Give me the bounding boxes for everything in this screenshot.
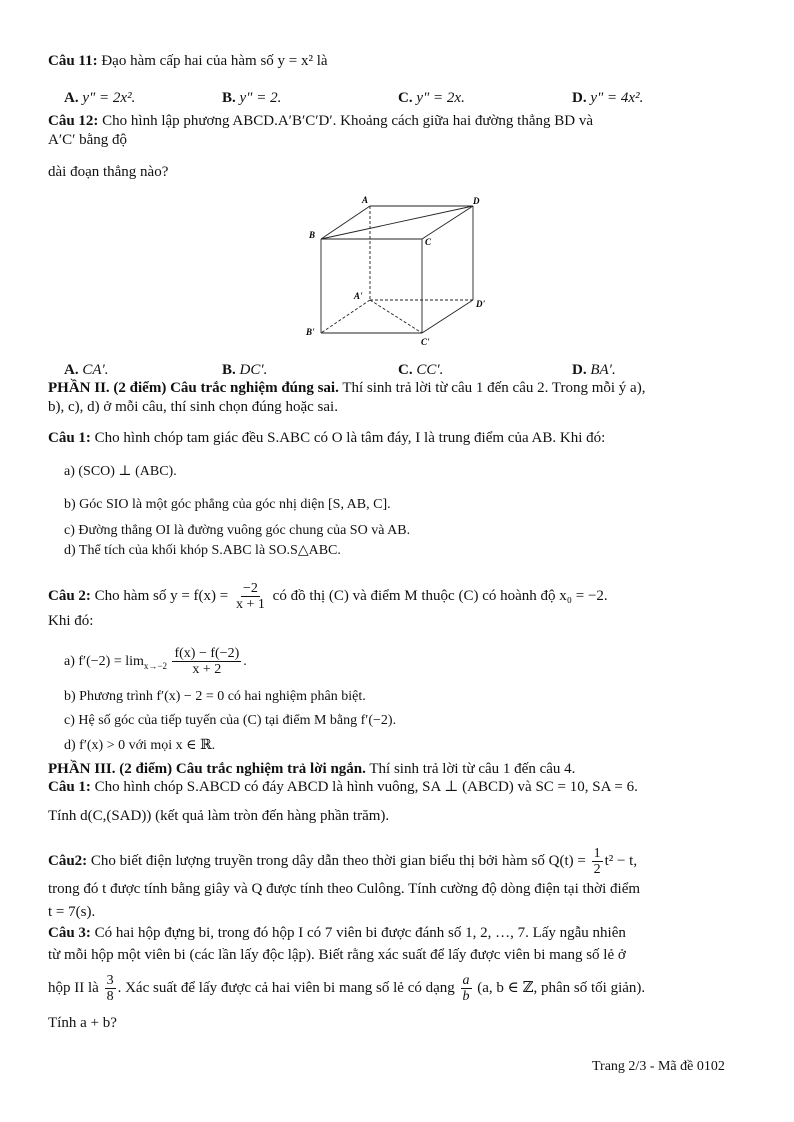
option-letter: B. — [222, 90, 236, 106]
fraction-denominator: b — [462, 989, 470, 1005]
p2-q2-label: Câu 2: — [48, 588, 91, 604]
p2-q2-stem — [48, 579, 608, 613]
p3-q2-line3: t = 7(s). — [48, 904, 96, 920]
part3-title: PHẦN III. (2 điểm) Câu trắc nghiệm trả lời ngắn. — [48, 761, 366, 777]
part2-title: PHẦN II. (2 điểm) Câu trắc nghiệm đúng sai. — [48, 380, 339, 396]
q11-option-a — [64, 89, 135, 107]
p3-q3-text-pre: hộp II là — [48, 980, 99, 996]
p2-q2-fraction — [234, 581, 267, 612]
vertex-label-d1: D' — [476, 299, 485, 309]
page-footer: Trang 2/3 - Mã đề 0102 — [592, 1059, 725, 1074]
q12-option-d — [572, 361, 616, 379]
fraction-denominator: x + 2 — [192, 662, 222, 678]
p3-q2-line1 — [48, 845, 637, 877]
p3-q2-text-pre: Cho biết điện lượng truyền trong dây dẫn theo thời gian biểu thị bởi hàm số Q(t) = — [90, 853, 586, 869]
p3-q1-line1 — [48, 778, 638, 796]
fraction-numerator: a — [462, 973, 470, 989]
p2-q1-d: d) Thể tích của khối khóp S.ABC là SO.S△ABC. — [64, 543, 341, 558]
p2-q2-a-text: a) f′(−2) = lim — [64, 654, 144, 669]
q12-option-a — [64, 361, 109, 379]
option-text: CC′. — [416, 362, 444, 378]
part2-instruction: Thí sinh trả lời từ câu 1 đến câu 2. Trong mỗi ý a), — [338, 380, 646, 396]
p3-q2-text-post: t² − t, — [604, 853, 638, 869]
option-text: y" = 2x. — [416, 90, 465, 106]
p3-q1-label: Câu 1: — [48, 779, 91, 795]
edge-c1d1 — [422, 300, 473, 333]
option-letter: C. — [398, 362, 413, 378]
vertex-label-b1: B' — [306, 327, 315, 337]
p2-q2-text-post: có đồ thị (C) và điểm M thuộc (C) có hoành độ x₀ = −2. — [272, 588, 608, 604]
vertex-label-c: C — [425, 237, 432, 247]
part2-instruction-2: b), c), d) ở mỗi câu, thí sinh chọn đúng hoặc sai. — [48, 399, 338, 415]
p3-q1-text: Cho hình chóp S.ABCD có đáy ABCD là hình vuông, SA ⊥ (ABCD) và SC = 10, SA = 6. — [94, 779, 638, 795]
option-text: DC′. — [239, 362, 268, 378]
p2-q2-a-fraction — [172, 646, 241, 677]
p2-q2-b: b) Phương trình f′(x) − 2 = 0 có hai nghiệm phân biệt. — [64, 689, 366, 704]
q12-option-c — [398, 361, 443, 379]
limit-subscript: x→−2 — [143, 660, 167, 671]
edge-bd — [321, 206, 473, 239]
option-letter: C. — [398, 90, 413, 106]
q11-stem — [48, 52, 328, 70]
p2-q1-label: Câu 1: — [48, 430, 91, 446]
p2-q2-line2: Khi đó: — [48, 613, 94, 629]
p3-q3-label: Câu 3: — [48, 925, 91, 941]
option-text: y" = 4x². — [590, 90, 644, 106]
fraction-denominator: 2 — [593, 862, 601, 878]
vertex-label-c1: C' — [421, 337, 430, 347]
edge-dc — [422, 206, 473, 239]
q11-label: Câu 11: — [48, 53, 98, 69]
vertex-label-d: D — [473, 196, 480, 206]
option-text: BA′. — [590, 362, 616, 378]
option-text: y" = 2x². — [82, 90, 136, 106]
q12-text: Cho hình lập phương ABCD.A′B′C′D′. Khoảng cách giữa hai đường thẳng BD và — [102, 113, 594, 129]
q11-option-c — [398, 89, 465, 107]
p3-q3-fraction-2 — [461, 973, 472, 1004]
option-letter: D. — [572, 362, 587, 378]
option-letter: D. — [572, 90, 587, 106]
edge-a1c1 — [370, 300, 422, 333]
p2-q2-d: d) f′(x) > 0 với mọi x ∈ ℝ. — [64, 738, 216, 753]
q11-option-d — [572, 89, 643, 107]
p3-q3-text-post: (a, b ∈ ℤ, phân số tối giản). — [477, 980, 646, 996]
p2-q2-c: c) Hệ số góc của tiếp tuyến của (C) tại điểm M bằng f′(−2). — [64, 713, 397, 728]
fraction-numerator: f(x) − f(−2) — [174, 646, 240, 662]
p2-q2-a: a) $f'(-2) = \lim_{x\to-2}$ $\frac{f(x) - f(-2)}{x + 2}$ . — [64, 646, 247, 678]
q12-line3: dài đoạn thẳng nào? — [48, 164, 169, 180]
option-letter: A. — [64, 90, 79, 106]
q12-option-b — [222, 361, 267, 379]
fraction-numerator: −2 — [243, 581, 258, 597]
p3-q3-fraction-1 — [105, 973, 116, 1004]
vertex-label-a1: A' — [354, 291, 363, 301]
fraction-numerator: 3 — [106, 973, 114, 989]
q11-text: Đạo hàm cấp hai của hàm số y = x² là — [101, 53, 328, 69]
option-letter: A. — [64, 362, 79, 378]
q12-label: Câu 12: — [48, 113, 99, 129]
p2-q1-a: a) (SCO) ⊥ (ABC). — [64, 464, 177, 479]
p3-q3-line2: từ mỗi hộp một viên bi (các lần lấy độc lập). Biết rằng xác suất để lấy được viên bi mang số lẻ ở — [48, 947, 626, 963]
p3-q2-fraction — [592, 846, 603, 877]
p2-q1-c: c) Đường thẳng OI là đường vuông góc chung của SO và AB. — [64, 523, 411, 538]
p3-q3-line3 — [48, 972, 645, 1004]
edge-a1b1 — [321, 300, 370, 333]
p2-q2-text-pre: Cho hàm số y = f(x) = — [94, 588, 229, 604]
fraction-denominator: 8 — [106, 989, 114, 1005]
part2-heading — [48, 379, 645, 397]
p3-q1-line2: Tính d(C,(SAD)) (kết quả làm tròn đến hàng phần trăm). — [48, 808, 390, 824]
part3-instruction: Thí sinh trả lời từ câu 1 đến câu 4. — [365, 761, 576, 777]
p3-q3-line4: Tính a + b? — [48, 1015, 117, 1031]
p2-q1-text: Cho hình chóp tam giác đều S.ABC có O là tâm đáy, I là trung điểm của AB. Khi đó: — [94, 430, 606, 446]
p3-q3-line1 — [48, 924, 626, 942]
q12-line1 — [48, 112, 593, 130]
p3-q3-text-mid: . Xác suất để lấy được cả hai viên bi mang số lẻ có dạng — [117, 980, 455, 996]
p3-q2-label: Câu2: — [48, 853, 88, 869]
cube-figure — [300, 193, 500, 348]
p3-q3-text: Có hai hộp đựng bi, trong đó hộp I có 7 viên bi được đánh số 1, 2, …, 7. Lấy ngẫu nhiên — [94, 925, 626, 941]
p2-q1-b: b) Góc SIO là một góc phẳng của góc nhị diện [S, AB, C]. — [64, 497, 391, 512]
vertex-label-a: A — [362, 195, 369, 205]
fraction-denominator: x + 1 — [236, 597, 265, 613]
option-text: CA′. — [82, 362, 109, 378]
option-text: y" = 2. — [239, 90, 282, 106]
p3-q2-line2: trong đó t được tính bằng giây và Q được tính theo Culông. Tính cường độ dòng điện tại thời điểm — [48, 881, 641, 897]
part3-heading — [48, 760, 575, 778]
q11-option-b — [222, 89, 281, 107]
fraction-numerator: 1 — [593, 846, 601, 862]
vertex-label-b: B — [309, 230, 316, 240]
p2-q1-stem — [48, 429, 605, 447]
option-letter: B. — [222, 362, 236, 378]
q12-line2: A′C′ bằng độ — [48, 132, 128, 148]
